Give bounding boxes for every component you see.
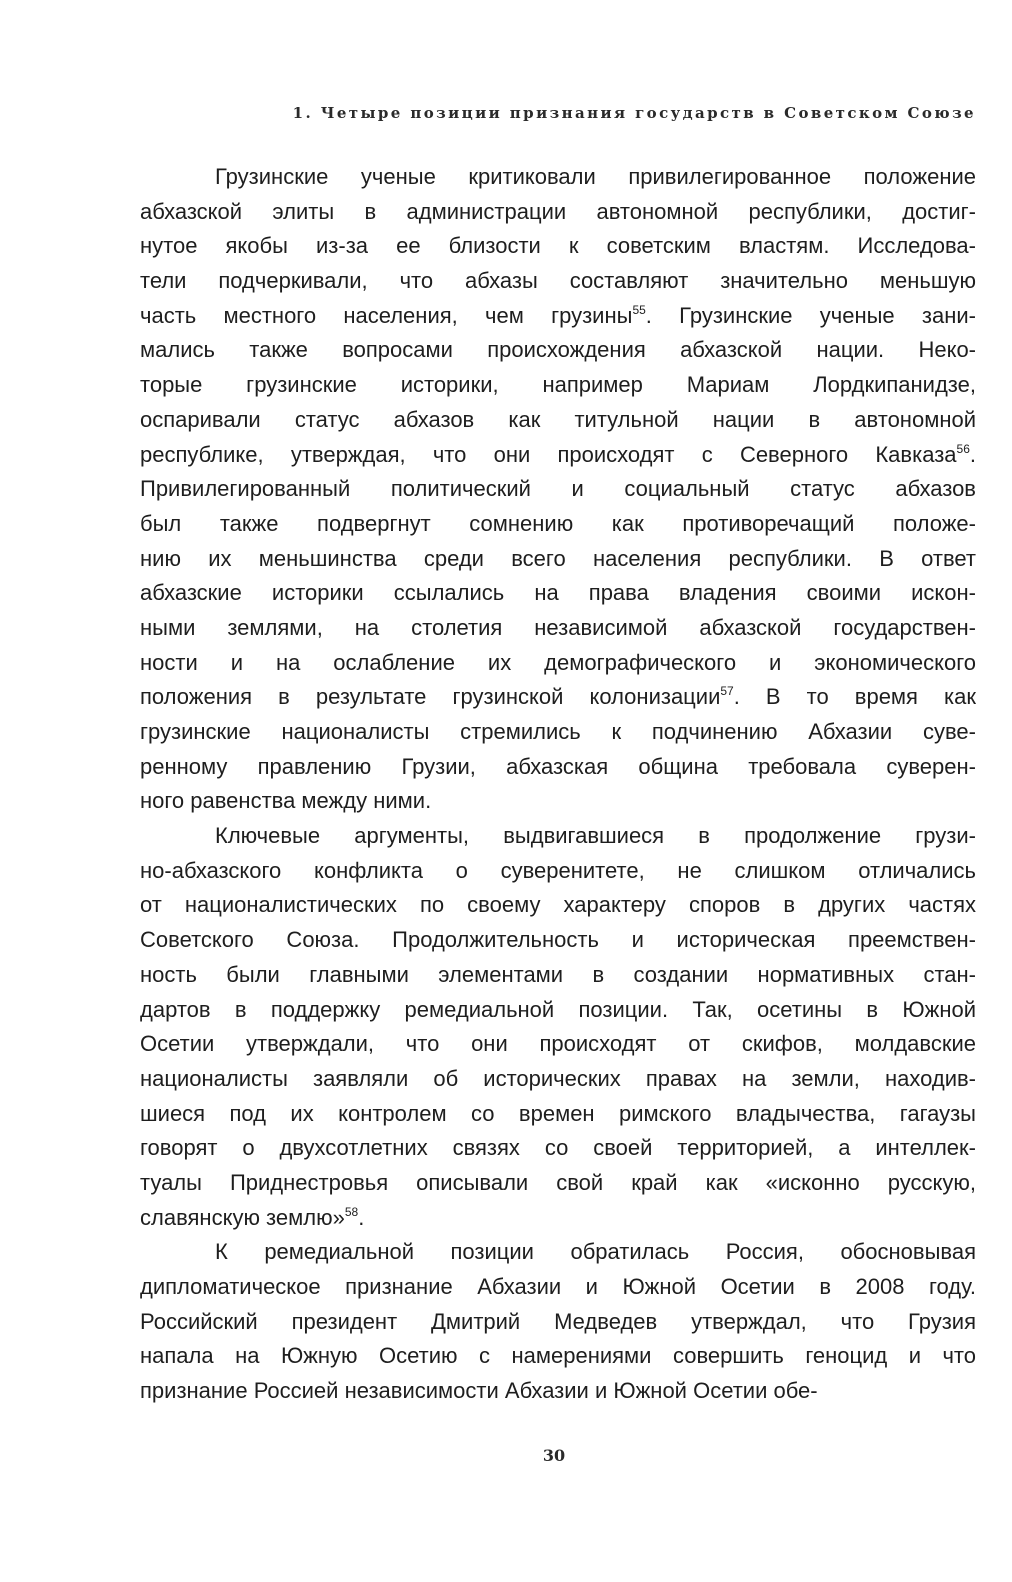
text-line [140,507,976,542]
text-line [140,438,976,473]
line-text: Привилегированный политический и социальный статус абхазов [140,476,976,502]
text-line [140,1339,976,1374]
line-text: славянскую землю» [140,1204,345,1230]
text-line [140,784,976,819]
line-text: грузинские националисты стремились к подчинению Абхазии суве- [140,719,976,744]
line-text: напала на Южную Осетию с намерениями совершить геноцид и что [140,1343,976,1369]
line-text: был также подвергнут сомнению как противоречащий положе- [140,510,976,536]
line-text: Российский президент Дмитрий Медведев утверждал, что Грузия [140,1308,976,1334]
text-line [140,1062,976,1097]
text-line [140,819,976,854]
text-line [140,542,976,577]
text-line [140,229,976,264]
line-text: ренному правлению Грузии, абхазская община требовала суверен- [140,753,976,779]
running-header: 1. Четыре позиции признания государств в Советском Союзе [292,104,976,122]
line-text: мались также вопросами происхождения абхазской нации. Неко- [140,337,976,363]
text-line [140,333,976,368]
line-text: но-абхазского конфликта о суверенитете, не слишком отличались [140,857,976,883]
line-text-tail: . [358,1204,365,1230]
line-text: туалы Приднестровья описывали свой край как «исконно русскую, [140,1169,976,1195]
text-line [140,1201,976,1236]
text-line [140,576,976,611]
text-line [140,1374,976,1409]
page-number: 30 [542,1446,566,1465]
line-text-tail: . Грузинские ученые зани- [645,302,976,328]
text-line [140,160,976,195]
text-line [140,1027,976,1062]
text-line [140,854,976,889]
line-text: ность были главными элементами в создании нормативных стан- [140,961,976,987]
text-line [140,264,976,299]
line-text: К ремедиальной позиции обратилась Россия, обосновывая [215,1239,976,1265]
text-line [140,403,976,438]
footnote-marker[interactable]: 57 [720,684,734,699]
line-text: дипломатическое признание Абхазии и Южной Осетии в 2008 году. [140,1274,976,1299]
text-line [140,1166,976,1201]
line-text-tail: . [969,441,976,467]
line-text: республике, утверждая, что они происходят с Северного Кавказа [140,441,957,467]
line-text: от националистических по своему характеру споров в других частях [140,892,976,918]
text-line [140,888,976,923]
text-line [140,750,976,785]
line-text: Ключевые аргументы, выдвигавшиеся в продолжение грузи- [215,823,976,849]
text-line [140,368,976,403]
body-text [140,160,976,1409]
text-line [140,923,976,958]
footnote-marker[interactable]: 58 [344,1204,359,1219]
line-text: Грузинские ученые критиковали привилегированное положение [215,164,976,189]
line-text: оспаривали статус абхазов как титульной нации в автономной [140,406,976,432]
text-line [140,611,976,646]
text-line [140,1235,976,1270]
text-line [140,993,976,1028]
text-line [140,195,976,230]
line-text-tail: . В то время как [733,684,976,710]
line-text: дартов в поддержку ремедиальной позиции. Так, осетины в Южной [140,996,976,1022]
line-text: тели подчеркивали, что абхазы составляют значительно меньшую [140,268,976,294]
line-text: нутое якобы из-за ее близости к советским властям. Исследова- [140,233,976,259]
text-line [140,715,976,750]
text-line [140,680,976,715]
text-line [140,299,976,334]
line-text: Осетии утверждали, что они происходят от скифов, молдавские [140,1031,976,1057]
text-line [140,472,976,507]
line-text: ными землями, на столетия независимой абхазской государствен- [140,614,976,640]
footnote-marker[interactable]: 55 [632,302,646,317]
line-text: шиеся под их контролем со времен римского владычества, гагаузы [140,1100,976,1126]
line-text: торые грузинские историки, например Мариам Лордкипанидзе, [140,372,976,398]
line-text: Советского Союза. Продолжительность и историческая преемствен- [140,927,976,953]
line-text: абхазские историки ссылались на права владения своими искон- [140,580,976,606]
line-text: говорят о двухсотлетних связях со своей территорией, а интеллек- [140,1135,976,1161]
text-line [140,1305,976,1340]
text-line [140,1131,976,1166]
line-text: положения в результате грузинской колонизации [140,684,721,710]
line-text: абхазской элиты в администрации автономной республики, достиг- [140,198,976,224]
line-text: признание Россией независимости Абхазии и Южной Осетии обе- [140,1378,818,1404]
line-text: нию их меньшинства среди всего населения республики. В ответ [140,545,976,571]
line-text: часть местного населения, чем грузины [140,302,633,328]
footnote-marker[interactable]: 56 [956,441,970,456]
line-text: ного равенства между ними. [140,788,432,814]
line-text: националисты заявляли об исторических правах на земли, находив- [140,1065,976,1091]
line-text: ности и на ослабление их демографического и экономического [140,649,976,675]
text-line [140,646,976,681]
text-line [140,958,976,993]
text-line [140,1270,976,1305]
text-line [140,1097,976,1132]
